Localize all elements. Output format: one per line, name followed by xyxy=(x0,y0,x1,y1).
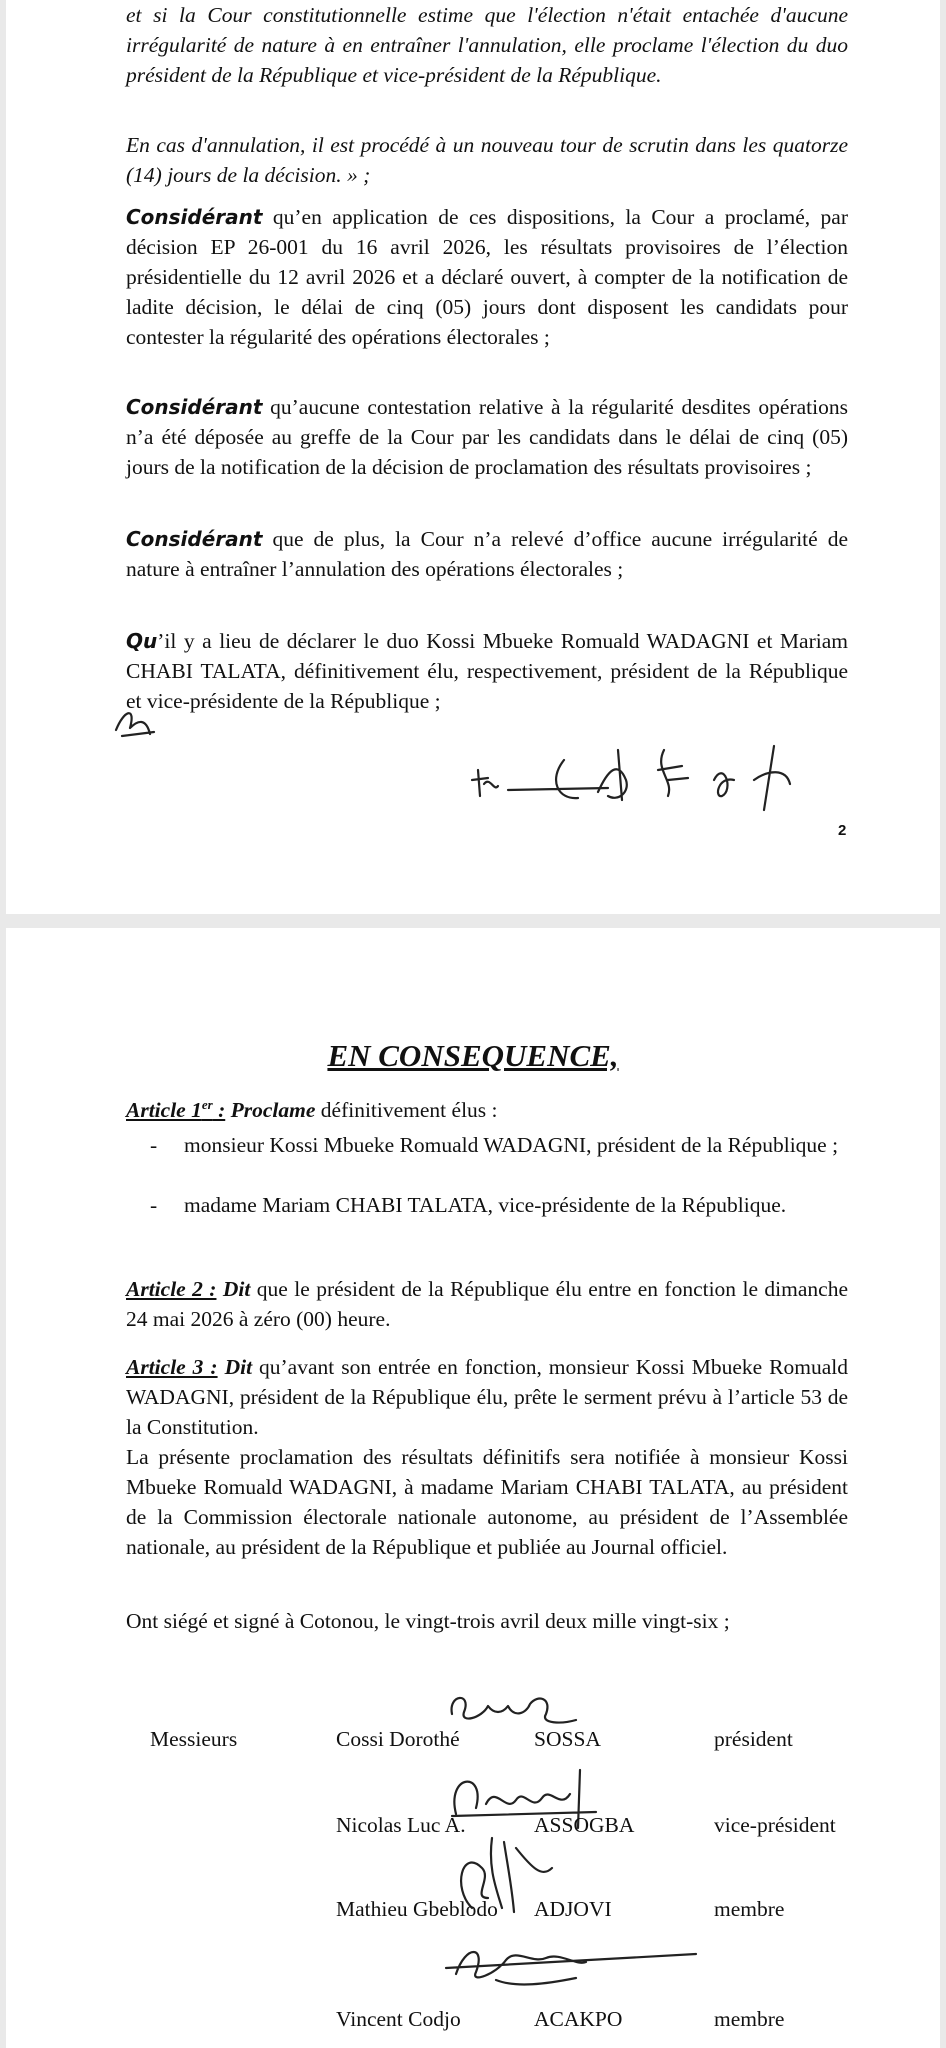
signatory-first-name: Nicolas Luc A. xyxy=(336,1813,466,1837)
paragraph-considerant-1 xyxy=(126,202,848,352)
initials-signature-strip xyxy=(468,740,848,825)
article-3-label: Article 3 : xyxy=(126,1355,218,1379)
paragraph-article-excerpt: et si la Cour constitutionnelle estime que l'élection n'était entachée d'aucune irrégularité de nature à en entraîner l'annulation, elle proclame l'élection du duo président de la République et vice-président de la République. xyxy=(126,3,848,87)
article-3-verb: Dit xyxy=(224,1355,253,1379)
signatory-role: membre xyxy=(714,2007,785,2031)
bullet-dash: - xyxy=(150,1193,158,1217)
article-1-verb: Proclame xyxy=(230,1098,316,1123)
document-page-2 xyxy=(6,928,940,2048)
paragraph-annulation: En cas d'annulation, il est procédé à un nouveau tour de scrutin dans les quatorze (14) jours de la décision. » ; xyxy=(126,133,848,187)
qu-text: ’il y a lieu de déclarer le duo Kossi Mbueke Romuald WADAGNI et Mariam CHABI TALATA, définitivement élu, respectivement, président de la République et vice-présidente de la République ; xyxy=(126,629,848,713)
signatory-first-name: Mathieu Gbeblodo xyxy=(336,1897,498,1921)
bullet-dash: - xyxy=(150,1133,158,1157)
list-item xyxy=(152,1190,848,1220)
signatory-first-name: Vincent Codjo xyxy=(336,2007,461,2031)
article-2-label: Article 2 : xyxy=(126,1277,217,1301)
considerant-text: qu’en application de ces dispositions, la Cour a proclamé, par décision EP 26-001 du 16 avril 2026, les résultats provisoires de l’élection présidentielle du 12 avril 2026 et a déclaré ouvert, à compter de la notification de ladite décision, le délai de cinq (05) jours dont disposent les candidats pour contester la régularité des opérations électorales ; xyxy=(126,205,848,349)
article-1 xyxy=(126,1090,848,1125)
signatory-last-name: ASSOGBA xyxy=(534,1813,635,1837)
paragraph-considerant-3 xyxy=(126,524,848,584)
siege-paragraph: Ont siégé et signé à Cotonou, le vingt-trois avril deux mille vingt-six ; xyxy=(126,1609,730,1633)
qu-label: Qu xyxy=(126,629,158,653)
notification-paragraph: La présente proclamation des résultats définitifs sera notifiée à monsieur Kossi Mbueke Romuald WADAGNI, à madame Mariam CHABI TALATA, au président de la Commission électorale nationale autonome, au président de l’Assemblée nationale, au président de la République et publiée au Journal officiel. xyxy=(126,1445,848,1559)
signatory-last-name: ACAKPO xyxy=(534,2007,623,2031)
signatory-role: vice-président xyxy=(714,1813,836,1837)
signatory-role: président xyxy=(714,1727,793,1751)
article-1-label: Article 1er : xyxy=(126,1097,226,1123)
signatory-last-name: ADJOVI xyxy=(534,1897,612,1921)
paragraph-qu-il-y-a-lieu xyxy=(126,626,848,716)
signatory-role: membre xyxy=(714,1897,785,1921)
initial-signature xyxy=(110,700,160,745)
article-2 xyxy=(126,1274,848,1334)
signatory-last-name: SOSSA xyxy=(534,1727,601,1751)
considerant-label: Considérant xyxy=(126,395,263,419)
article-3-text: qu’avant son entrée en fonction, monsieur Kossi Mbueke Romuald WADAGNI, président de la République élu, prête le serment prévu à l’article 53 de la Constitution. xyxy=(126,1355,849,1439)
messieurs-label: Messieurs xyxy=(150,1727,238,1751)
heading-en-consequence: EN CONSEQUENCE, xyxy=(327,1038,619,1073)
article-1-text: définitivement élus : xyxy=(315,1098,498,1123)
considerant-label: Considérant xyxy=(126,205,263,229)
considerant-text: que de plus, la Cour n’a relevé d’office aucune irrégularité de nature à entraîner l’annulation des opérations électorales ; xyxy=(126,527,848,581)
signature-acakpo xyxy=(436,1934,716,1999)
article-2-verb: Dit xyxy=(222,1277,251,1301)
bullet-text: monsieur Kossi Mbueke Romuald WADAGNI, président de la République ; xyxy=(184,1133,839,1157)
signatory-first-name: Cossi Dorothé xyxy=(336,1727,460,1751)
document-page-1 xyxy=(6,0,940,914)
page-number: 2 xyxy=(838,822,847,839)
considerant-label: Considérant xyxy=(126,527,263,551)
bullet-text: madame Mariam CHABI TALATA, vice-présidente de la République. xyxy=(184,1193,787,1217)
article-2-text: que le président de la République élu entre en fonction le dimanche 24 mai 2026 à zéro (00) heure. xyxy=(126,1277,848,1331)
considerant-text: qu’aucune contestation relative à la régularité desdites opérations n’a été déposée au greffe de la Cour par les candidats dans le délai de cinq (05) jours de la notification de la décision de proclamation des résultats provisoires ; xyxy=(126,395,848,479)
article-3 xyxy=(126,1352,848,1442)
paragraph-considerant-2 xyxy=(126,392,848,482)
list-item xyxy=(152,1130,848,1160)
